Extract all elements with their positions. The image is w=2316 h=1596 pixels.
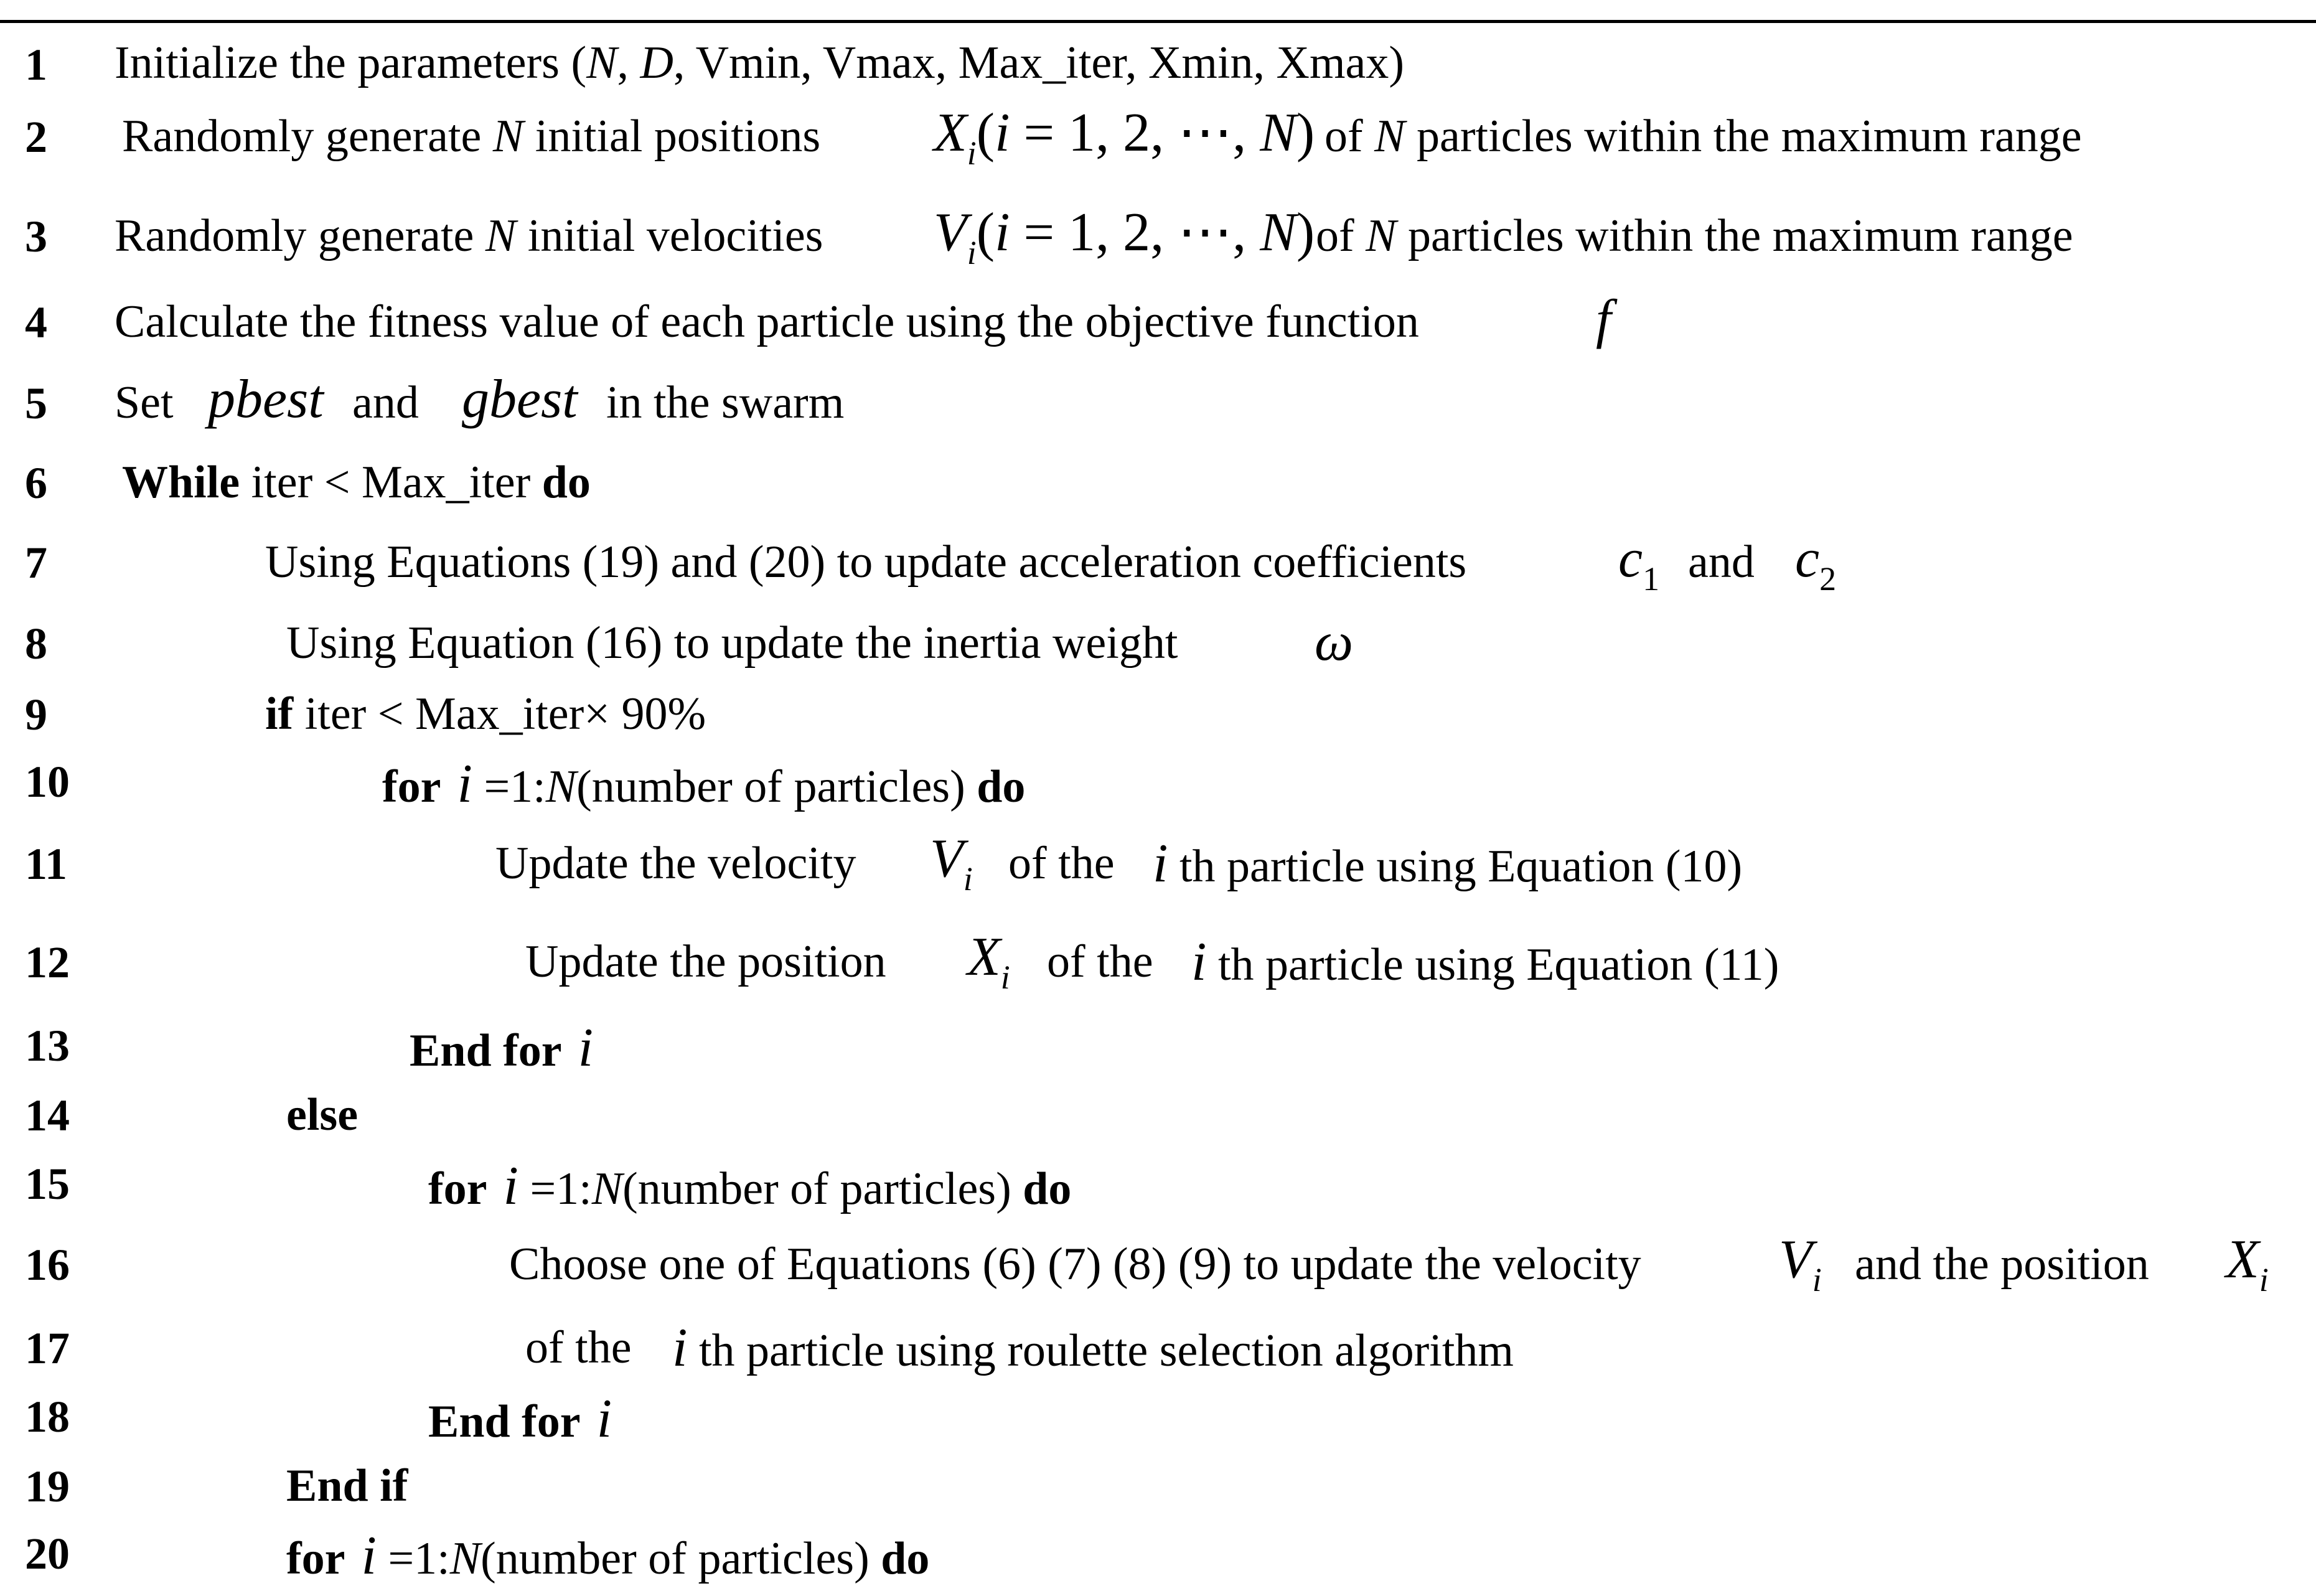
math-symbol: ω bbox=[1315, 612, 1354, 672]
line-text: else bbox=[286, 1089, 359, 1140]
line-text: End for i bbox=[410, 1018, 594, 1078]
math-symbol: $c_1$ bbox=[1618, 528, 1660, 598]
math-symbol: $X_i$ bbox=[967, 927, 1010, 996]
math-symbol: f bbox=[1596, 289, 1611, 350]
line-number: 1 bbox=[25, 40, 47, 90]
math-symbol: $V_i$ bbox=[1779, 1229, 1822, 1298]
line-number: 8 bbox=[25, 619, 47, 669]
line-number: 11 bbox=[25, 839, 68, 889]
line-number: 5 bbox=[25, 378, 47, 428]
line-number: 10 bbox=[25, 757, 70, 807]
line-text: Calculate the fitness value of each particle using the objective function bbox=[115, 296, 1419, 347]
line-number: 3 bbox=[25, 212, 47, 261]
line-number: 15 bbox=[25, 1159, 70, 1209]
line-text: of the bbox=[525, 1322, 632, 1373]
line-number: 12 bbox=[25, 937, 70, 987]
line-text: Randomly generate N initial positions bbox=[122, 111, 821, 162]
math-symbol: $X_i$ bbox=[2226, 1229, 2269, 1298]
math-symbol: gbest bbox=[462, 369, 578, 430]
math-symbol: $V_i$ bbox=[930, 829, 973, 898]
line-number: 16 bbox=[25, 1240, 70, 1290]
line-text: of N particles within the maximum range bbox=[1316, 210, 2073, 261]
line-text: and bbox=[1688, 537, 1755, 588]
math-expression: $X_i(i = 1$, 2, ⋯, N) bbox=[934, 103, 1315, 172]
line-text: Update the position bbox=[525, 936, 886, 987]
line-text: End if bbox=[286, 1460, 408, 1511]
line-text: While iter < Max_iter do bbox=[122, 457, 591, 508]
line-number: 19 bbox=[25, 1462, 70, 1511]
line-number: 20 bbox=[25, 1529, 70, 1579]
line-text: Using Equation (16) to update the inertia weight bbox=[286, 617, 1178, 669]
line-text: End for i bbox=[428, 1389, 612, 1449]
line-number: 7 bbox=[25, 538, 47, 588]
math-symbol: pbest bbox=[208, 369, 324, 430]
line-text: Set bbox=[115, 377, 174, 428]
line-text: and bbox=[352, 377, 419, 428]
line-text: of the bbox=[1008, 838, 1115, 889]
line-text: in the swarm bbox=[606, 377, 845, 428]
line-text: for i =1:N(number of particles) do bbox=[286, 1526, 930, 1586]
line-number: 9 bbox=[25, 690, 47, 739]
line-text: Initialize the parameters (N, D, Vmin, Vmax, Max_iter, Xmin, Xmax) bbox=[115, 37, 1404, 88]
line-number: 18 bbox=[25, 1392, 70, 1442]
line-text: of the bbox=[1047, 936, 1153, 987]
line-text: i th particle using roulette selection algorithm bbox=[672, 1318, 1514, 1378]
line-text: of N particles within the maximum range bbox=[1324, 111, 2082, 162]
line-number: 13 bbox=[25, 1021, 70, 1071]
line-number: 2 bbox=[25, 112, 47, 162]
line-number: 17 bbox=[25, 1323, 70, 1373]
line-text: for i =1:N(number of particles) do bbox=[382, 754, 1026, 814]
line-text: Update the velocity bbox=[495, 838, 856, 889]
top-rule bbox=[0, 20, 2316, 23]
line-text: and the position bbox=[1855, 1239, 2149, 1290]
line-text: if iter < Max_iter× 90% bbox=[265, 688, 706, 739]
line-number: 4 bbox=[25, 298, 47, 347]
line-text: Choose one of Equations (6) (7) (8) (9) to update the velocity bbox=[509, 1239, 1641, 1290]
line-number: 6 bbox=[25, 458, 47, 508]
math-expression: $V_i(i = 1$, 2, ⋯, N) bbox=[934, 202, 1315, 271]
line-number: 14 bbox=[25, 1091, 70, 1140]
line-text: Randomly generate N initial velocities bbox=[115, 210, 823, 261]
line-text: Using Equations (19) and (20) to update acceleration coefficients bbox=[265, 537, 1467, 588]
line-text: i th particle using Equation (10) bbox=[1153, 833, 1743, 894]
math-symbol: $c_2$ bbox=[1795, 528, 1837, 598]
line-text: for i =1:N(number of particles) do bbox=[428, 1156, 1072, 1216]
line-text: i th particle using Equation (11) bbox=[1191, 932, 1779, 992]
